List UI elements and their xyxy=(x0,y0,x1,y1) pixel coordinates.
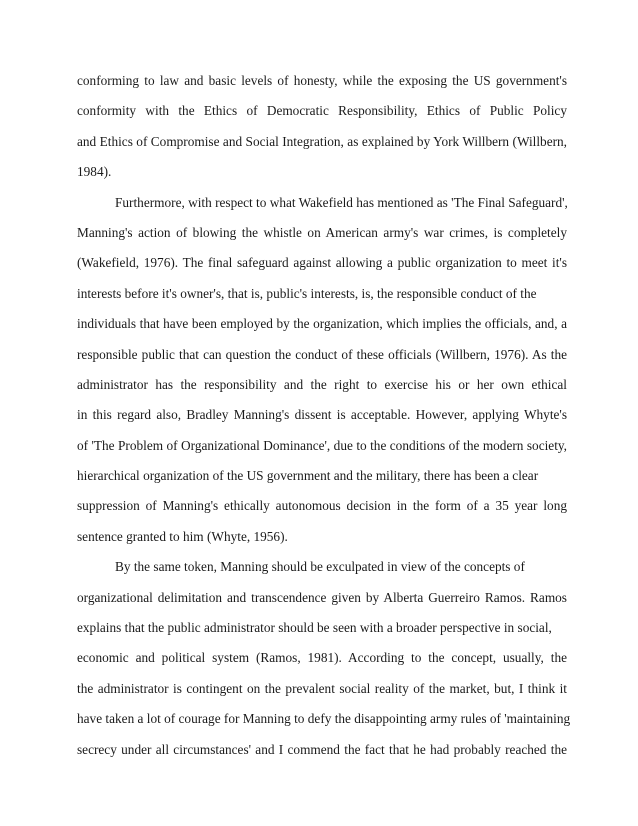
text-line: in this regard also, Bradley Manning's dissent is acceptable. However, applying Whyte's xyxy=(77,407,567,423)
text-line: Furthermore, with respect to what Wakefield has mentioned as 'The Final Safeguard', xyxy=(115,194,568,210)
text-line: responsible public that can question the conduct of these officials (Willbern, 1976). As the xyxy=(77,346,567,362)
text-line: have taken a lot of courage for Manning to defy the disappointing army rules of 'maintaining xyxy=(77,711,571,727)
text-line: of 'The Problem of Organizational Dominance', due to the conditions of the modern society, xyxy=(77,437,567,453)
text-line: hierarchical organization of the US government and the military, there has been a clear xyxy=(77,468,539,484)
text-line: explains that the public administrator should be seen with a broader perspective in social, xyxy=(77,620,552,636)
text-line: 1984). xyxy=(77,164,112,180)
text-line: secrecy under all circumstances' and I commend the fact that he had probably reached the xyxy=(77,741,567,757)
text-line: (Wakefield, 1976). The final safeguard against allowing a public organization to meet it's xyxy=(77,255,567,271)
text-line: and Ethics of Compromise and Social Integration, as explained by York Willbern (Willbern, xyxy=(77,133,567,149)
text-line: By the same token, Manning should be exculpated in view of the concepts of xyxy=(115,559,525,575)
text-line: organizational delimitation and transcendence given by Alberta Guerreiro Ramos. Ramos xyxy=(77,589,567,605)
text-line: suppression of Manning's ethically autonomous decision in the form of a 35 year long xyxy=(77,498,567,514)
text-line: individuals that have been employed by the organization, which implies the officials, and, a xyxy=(77,316,567,332)
text-line: economic and political system (Ramos, 1981). According to the concept, usually, the xyxy=(77,650,567,666)
text-line: administrator has the responsibility and the right to exercise his or her own ethical xyxy=(77,376,567,392)
body-text xyxy=(77,66,571,765)
text-line: conforming to law and basic levels of honesty, while the exposing the US government's xyxy=(77,73,567,88)
text-line: conformity with the Ethics of Democratic Responsibility, Ethics of Public Policy xyxy=(77,103,567,119)
text-line: interests before it's owner's, that is, public's interests, is, the responsible conduct of the xyxy=(77,285,537,301)
text-line: the administrator is contingent on the prevalent social reality of the market, but, I think it xyxy=(77,680,567,696)
text-line: sentence granted to him (Whyte, 1956). xyxy=(77,528,288,544)
text-line: Manning's action of blowing the whistle on American army's war crimes, is completely xyxy=(77,224,567,240)
